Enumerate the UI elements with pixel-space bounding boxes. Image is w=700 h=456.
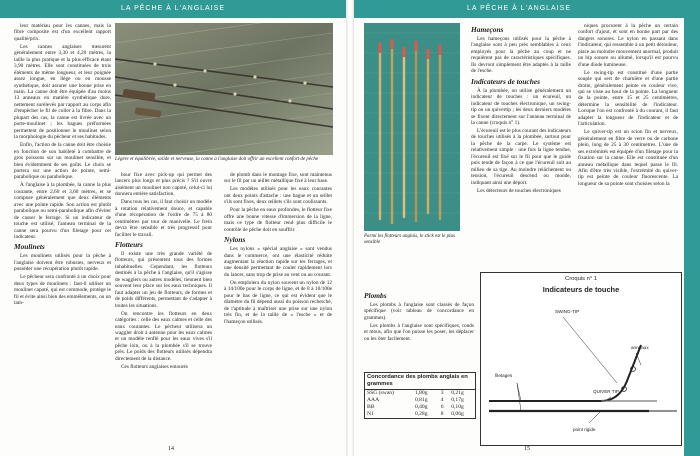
paragraph: Les hameçons utilisés pour la pêche à l'anglaise sont à peu près semblables à ceux employés pour la pêche au coup et ne requièrent pas de caractéristiques spécifiques. Ils devront simplement être adaptés à la taille de l'esche.: [471, 36, 571, 75]
label-quiver-tip: QUIVER TIP: [593, 389, 619, 394]
page-number-right: 15: [524, 446, 530, 452]
cell: 0,81g: [414, 397, 428, 403]
column-plombs: [364, 289, 474, 369]
sketch-figure: [480, 272, 682, 446]
paragraph: Pour la pêche en eaux profondes, le flotteur fixe offre une bonne vitesse d'immersion de la ligne, mais ce type de flotteur rend plus difficile le contrôle de pêche doit en souffrir.: [224, 207, 332, 233]
cell: 0,40g: [414, 404, 428, 410]
heading-flotteurs: Flotteurs: [115, 240, 143, 250]
cell: 0,10g: [451, 404, 464, 410]
paragraph: Les plombs à l'anglaise sont spécifiques, ronds et mous, afin que l'on puisse les poser, les déplacer ou les ôter facilement.: [364, 322, 474, 342]
cell: 6: [440, 404, 444, 410]
paragraph: Les plombs à l'anglaise sont classés de façon spécifique (voir tableau de concordance en grammes).: [364, 302, 474, 321]
heading-indicateurs: Indicateurs de touches: [471, 76, 540, 86]
column-1: [14, 23, 111, 451]
column-b: [578, 23, 678, 263]
floats-photo: [364, 23, 460, 231]
heading-moulinets: Moulinets: [14, 242, 45, 252]
table-row: [365, 411, 475, 418]
cell: 1,80g: [414, 390, 428, 396]
table-title: Concordance des plombs anglais en grammes: [365, 373, 475, 390]
cell: 3: [440, 390, 444, 396]
cell: 0,28g: [414, 411, 428, 417]
tip-diagram: [481, 273, 683, 447]
page-edge-tab: [684, 0, 700, 456]
cell: 8: [440, 411, 444, 417]
paragraph: Dans tous les cas, il faut choisir un modèle à rotation relativement douce, et capable d'une récupération de l'ordre de 75 à 80 centimètres par tour de manivelle. Le frein devra être sensible et très progressif pour faciliter le travail.: [115, 199, 212, 238]
table-row: [365, 390, 475, 397]
cell: 4: [440, 397, 444, 403]
table-row: [365, 397, 475, 404]
paragraph: Les cannes anglaises mesurent généralement entre 3,30 et 4,20 mètres, la taille la plus pratique et la plus efficace étant 3,90 mètres. Elle sont constituées de trois éléments de même longueur, et leur poignée assez longue, en liège ou en mousse synthétique, doit assurer une bonne prise en main. La canne doit être équipée d'au moins 13 anneaux en matière synthétique dure, nettement surélevés par rapport au corps afin d'empêcher le fil de coller à la fibre. Dans la plupart des cas, la canne est livrée avec un porte-moulinet ; les bagues préformées permettent de positionner le moulinet selon la morphologie du pêcheur et ses habitudes.: [14, 43, 111, 141]
rod-photo: [115, 23, 333, 155]
cell: 0,06g: [451, 411, 464, 417]
cell: AAA: [367, 397, 380, 403]
cell: 0,17g: [451, 397, 464, 403]
paragraph: Enfin, l'action de la canne doit être choisie en fonction de son habileté à combattre de gros poissons sur un moulinet sensible, et bien évidemment de ses goûts. Le choix se portera sur une action de pointe, semi-parabolique ou parabolique.: [14, 142, 111, 181]
running-header-right: LA PÊCHE À L'ANGLAISE: [354, 0, 684, 18]
paragraph: Le quiver-tip est un scion fin et nerveux, généralement en fibre de verre ou de carbone plein, long de 25 à 30 centimètres. L'une de ses extrémités est équipée d'un filetage pour la fixation sur la canne. Elle est constituée d'un anneau métallique dans lequel passe le fil. Afin d'être très visible, l'extrémité du quiver-tip est peinte de couleur fluorescente. La longueur de sa pointe sont choisies selon la: [578, 129, 678, 187]
paragraph: de plomb dans le montage fixe, sont maintenus sur le fil par un œillet métallique fixé à leur base.: [224, 172, 332, 185]
paragraph: Ces flotteurs anglaises entourés: [121, 363, 188, 370]
floats-caption: Parmi les flotteurs anglais, le stick est le plus sensible: [364, 234, 455, 246]
column-3: [224, 172, 332, 451]
paragraph: leur matériau pour les cannes, mais la fibre composite est d'un excellent rapport qualité/prix.: [14, 23, 111, 42]
left-page: [0, 0, 346, 456]
cell: 0,21g: [451, 390, 464, 396]
right-page: [354, 0, 700, 456]
paragraph: bour fixe avec pick-up qui permet des lancers plus longs et plus précis ? S'il ouvre aisément un moulinet non capoté, celui-ci lui donnera entière satisfaction.: [115, 172, 212, 198]
paragraph: niques procurent à la pêche un certain confort d'ajout, et sont en bonne part par des dangers sonores. Le nylon en passant dans l'indicateur, qui ressemble à un petit dérouleur, place au moindre mouvement anormal, produit un bip sonore ou allumé, lorsqu'il est pourvu d'une diode lumineuse.: [578, 23, 678, 68]
fishing-rod-image: [115, 23, 333, 155]
label-anneaux: anneaux: [631, 345, 649, 350]
paragraph: Le swing-tip est constitué d'une partie souple qui sert de charnière et d'une partie droite, généralement peinte en couleur vive, qui se visse au bout de la pointe. La longueur de la pointe, entre 15 et 25 centimètres, détermine la sensibilité de l'indicateur. Lorsque l'on est confronté à du courant, il faut adapter la longueur de l'indicateur et de l'articulation.: [578, 69, 678, 128]
running-header-left: LA PÊCHE À L'ANGLAISE: [0, 0, 346, 18]
paragraph: Il existe une très grande variété de flotteurs, qui présentent tous des formes inhabituelles. Cependant, les flotteurs destinés à la pêche à l'anglaise, qu'il s'agisse de wagglers ou autres modèles, tiennent bien souvent leur place sur les eaux techniques. Il faut adapter un jeu de flotteurs, de formes et de poids différents, permettant de s'adapter à toutes les situations.: [115, 251, 212, 309]
label-pointe: point rigide: [573, 427, 596, 432]
sketch-title: Indicateurs de touche: [542, 285, 620, 294]
concordance-table: [364, 372, 476, 419]
book-gutter: [346, 0, 354, 456]
column-a: [471, 23, 571, 253]
paragraph: À l'anglaise à la plombée, la canne la plus courante, entre 2,60 et 3,60 mètres, et se compose généralement que deux éléments avec une pointe rapide. Son action est plutôt parabolique ou semi-parabolique afin d'éviter de casser le ferrage. Si un indicateur de touche est utilisé, l'anneau terminal de la canne sera pourvu d'un filetage pour cet indicateur.: [14, 182, 111, 240]
cell: N1: [367, 411, 374, 417]
page-number-left: 14: [168, 446, 174, 452]
floats-image: [364, 23, 460, 231]
paragraph: Les détecteurs de touches électroniques: [477, 187, 561, 194]
paragraph: Le pêcheur sera confronté à un choix pour deux types de moulinets : faut-il utiliser un moulinet capoté, qui est commode, protège le fil et évite ainsi bien des emmêlements, ou un tam-: [14, 274, 111, 307]
heading-nylons: Nylons: [224, 235, 246, 245]
paragraph: On rencontre les flotteurs en deux catégories : celle des eaux calmes et celle des eaux courantes. Le pêcheur utilisera un waggler droit à antenne pour les eaux calmes et un modèle renflé pour les eaux vives s'il pêche loin, ou à la plombée s'il se trouve près. Le poids des flotteurs utilisés dépendra directement de la distance.: [115, 310, 212, 362]
table-row: [365, 404, 475, 411]
paragraph: Les nylons « spécial anglaise » sont vendus dans le commerce, ont une élasticité réduite augmentant la réaction rapide sur les ferrages, et une densité permettant de couler rapidement lors du lancer, sans trop de prise au vent ou au courant.: [224, 246, 332, 278]
paragraph: À la plombée, on utilise généralement un indicateur de touches : un écureuil, un indicateur de touches électronique, un swing-tip ou un quivertip ; les deux derniers modèles se fixent directement sur l'anneau terminal de la canne (croquis n° 1).: [471, 87, 571, 126]
sketch-number: Croquis n° 1: [565, 276, 597, 282]
paragraph: On emploiera du nylon souvent un nylon de 12 à 14/100e pour le corps de ligne, et de 8 à 10/100e pour le bas de ligne, ce qui est évident que le diamètre du fil dépend aussi du poisson recherché, de l'aptitude à maîtriser une prise sur une nylon très fin, et de la taille de « l'esche » et de l'hameçon utilisés.: [224, 279, 332, 325]
paragraph: Les moulinets utilisés pour la pêche à l'anglaise doivent être robustes, nerveux et posséder une récupération plutôt rapide.: [14, 253, 111, 273]
label-swing-tip: SWING-TIP: [555, 309, 580, 314]
heading-hamecons: Hameçons: [471, 25, 504, 34]
paragraph: L'écureuil est le plus courant des indicateurs de touches utilisés à la plombée, surtout pour la pêche de la carpe. Le système est relativement simple : une fois la ligne tendue, l'écureuil est fixé sur le fil pour que le guide puis tende de façon à ce que l'écureuil soit au milieu de sa tige. Au moindre relâchement ou tension, l'écureuil descend ou monde, indiquant ainsi une déport.: [471, 127, 571, 186]
cell: SSG (swan): [367, 390, 394, 396]
photo-caption: Légère et équilibrée, solide et nerveuse, la canne à l'anglaise doit offrir un excellent confort de pêche: [115, 157, 319, 162]
cell: BB: [367, 404, 375, 410]
heading-plombs: Plombs: [364, 291, 387, 300]
column-2: [115, 172, 212, 451]
label-filetages: filetages: [495, 373, 513, 378]
paragraph: Les modèles utilisés pour les eaux courantes ont deux points d'attache : une bague et un œillet s'ils sont fixes, deux œillets s'ils sont coulissants.: [224, 186, 332, 206]
